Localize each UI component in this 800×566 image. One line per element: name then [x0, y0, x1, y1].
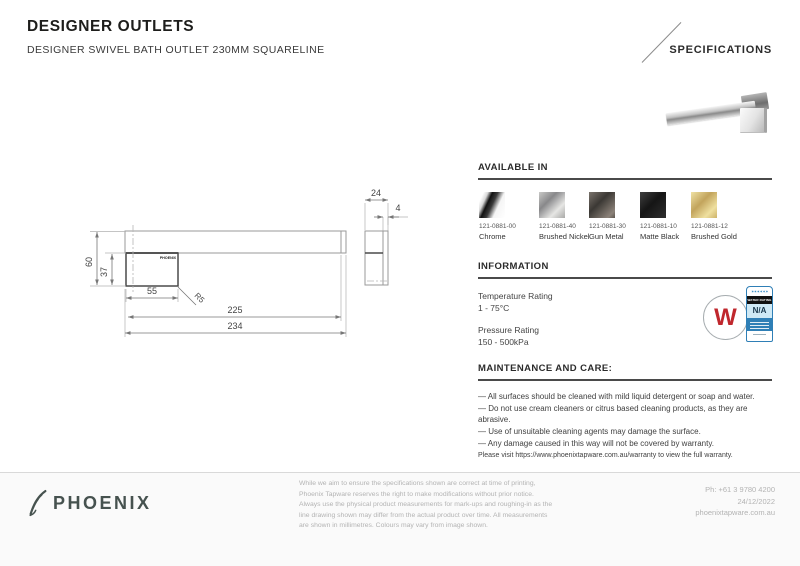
phoenix-feather-icon — [27, 489, 49, 517]
disclaimer-line: While we aim to ensure the specifications shown are correct at time of printing, — [299, 480, 536, 487]
dim-r5: R5 — [192, 291, 207, 305]
pressure-rating-value: 150 - 500kPa — [478, 337, 529, 347]
dim-60: 60 — [84, 256, 94, 268]
finish-code: 121-0881-12 — [691, 223, 728, 230]
footer-website[interactable]: phoenixtapware.com.au — [695, 508, 775, 517]
swatch-matte-black — [640, 192, 666, 218]
disclaimer-line: are shown in millimetres. Colours may vary from image shown. — [299, 522, 488, 529]
finish-name: Brushed Gold — [691, 232, 737, 241]
dim-234: 234 — [227, 321, 243, 331]
finish-gun-metal — [589, 192, 626, 241]
finish-chrome — [479, 192, 516, 241]
information-heading: INFORMATION — [478, 261, 772, 279]
wels-value: N/A — [747, 304, 772, 318]
dim-225: 225 — [227, 305, 243, 315]
phoenix-wordmark: PHOENIX — [53, 492, 152, 513]
finish-brushed-nickel — [539, 192, 589, 241]
technical-drawing — [75, 180, 415, 342]
maintenance-item: — Do not use cream cleaners or citrus based cleaning products, as they are abrasive. — [478, 403, 748, 425]
drawing-brand-mark: PHOENIX — [159, 256, 177, 260]
pressure-rating-label: Pressure Rating — [478, 325, 539, 335]
dim-24: 24 — [370, 188, 382, 198]
warranty-link[interactable]: Please visit https://www.phoenixtapware.com.au/warranty to view the full warranty. — [478, 452, 733, 459]
footer-contact — [695, 484, 775, 519]
finish-list — [478, 192, 772, 242]
maintenance-list — [478, 391, 778, 450]
finish-name: Chrome — [479, 232, 506, 241]
dimension-labels — [84, 188, 401, 331]
wels-footer — [747, 331, 772, 339]
finish-code: 121-0881-00 — [479, 223, 516, 230]
maintenance-item: — Use of unsuitable cleaning agents may damage the surface. — [478, 427, 701, 437]
footer-date: 24/12/2022 — [737, 496, 775, 506]
product-subtitle: DESIGNER SWIVEL BATH OUTLET 230MM SQUARELINE — [27, 44, 325, 56]
dim-55: 55 — [146, 286, 158, 296]
wels-title: WATER RATING — [747, 298, 772, 302]
specifications-label: SPECIFICATIONS — [669, 44, 772, 56]
temperature-rating-label: Temperature Rating — [478, 291, 553, 301]
product-photo — [658, 88, 778, 146]
diagonal-slash-icon — [642, 22, 682, 63]
swatch-chrome — [479, 192, 505, 218]
watermark-w: W — [714, 303, 737, 331]
phoenix-logo — [27, 489, 152, 517]
wels-info-box — [747, 318, 772, 331]
finish-name: Gun Metal — [589, 232, 624, 241]
dimension-lines — [97, 200, 399, 333]
finish-code: 121-0881-30 — [589, 223, 626, 230]
side-view — [365, 231, 389, 285]
swatch-gun-metal — [589, 192, 615, 218]
water-rating-label — [746, 286, 773, 342]
maintenance-item: — All surfaces should be cleaned with mild liquid detergent or soap and water. — [478, 392, 755, 401]
disclaimer-line: Always use the physical product measurements for mark-ups and roughing-in as the — [299, 501, 553, 508]
finish-code: 121-0881-40 — [539, 223, 576, 230]
spout-body-block — [740, 108, 767, 133]
finish-name: Matte Black — [640, 232, 680, 241]
finish-name: Brushed Nickel — [539, 232, 590, 241]
dim-37: 37 — [99, 266, 109, 278]
watermark-certification-icon — [703, 295, 748, 340]
maintenance-item: — Any damage caused in this way will not be covered by warranty. — [478, 438, 714, 448]
finish-code: 121-0881-10 — [640, 223, 677, 230]
dim-4: 4 — [395, 203, 401, 213]
maintenance-heading: MAINTENANCE AND CARE: — [478, 363, 772, 381]
page-title: DESIGNER OUTLETS — [27, 18, 195, 35]
wels-stars-icon: ✶✶✶✶✶✶ — [750, 289, 769, 294]
finish-matte-black — [640, 192, 679, 241]
swatch-brushed-nickel — [539, 192, 565, 218]
temperature-rating-value: 1 - 75°C — [478, 303, 510, 313]
front-view — [125, 231, 346, 286]
finish-brushed-gold — [691, 192, 737, 241]
available-in-heading: AVAILABLE IN — [478, 162, 772, 180]
swatch-brushed-gold — [691, 192, 717, 218]
disclaimer-line: line drawing shown may differ from the actual product over time. All measurements — [299, 511, 548, 519]
footer-phone: Ph: +61 3 9780 4200 — [705, 485, 775, 494]
footer-disclaimer — [299, 479, 567, 532]
disclaimer-line: Phoenix Tapware reserves the right to make modifications without prior notice. — [299, 490, 534, 498]
